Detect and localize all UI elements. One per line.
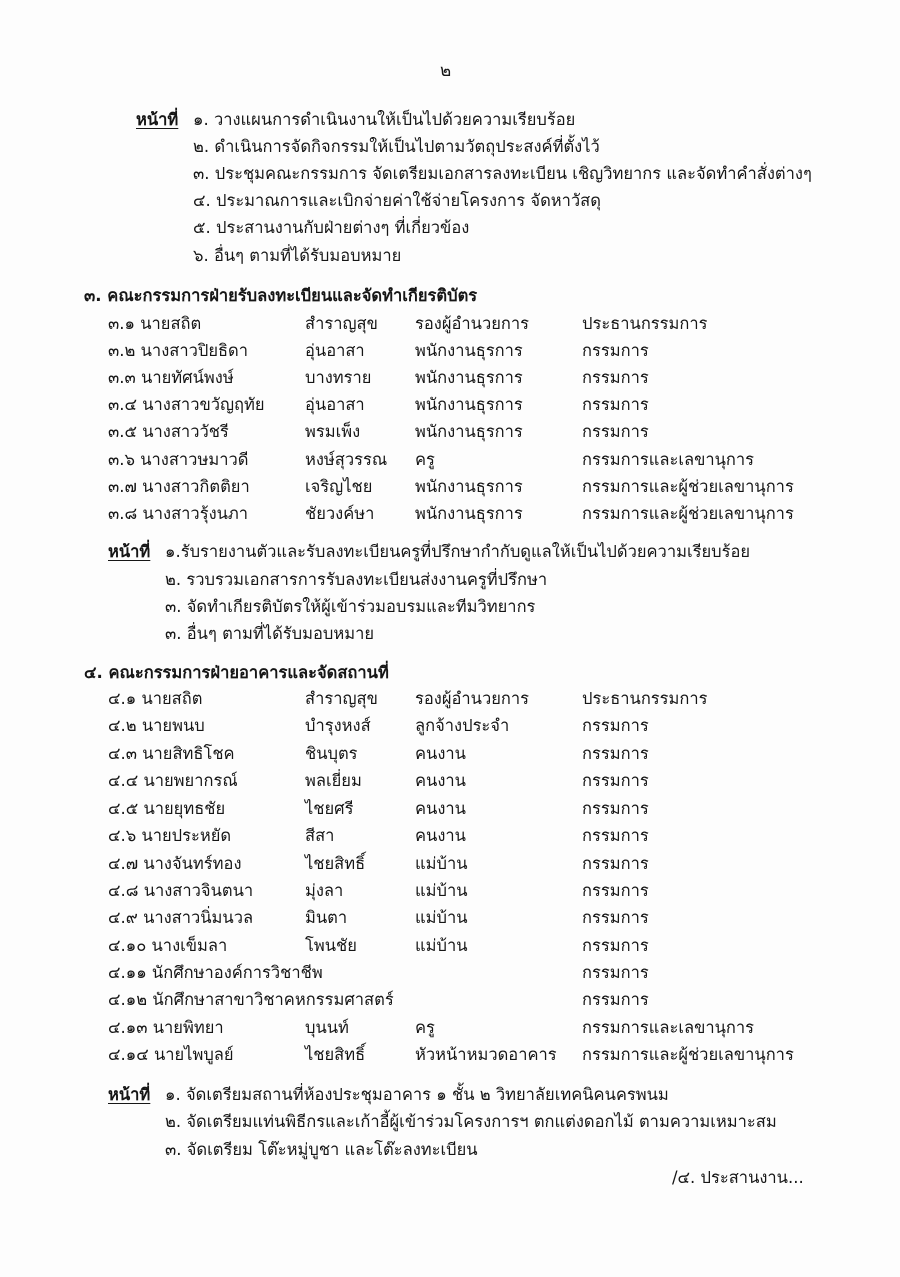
member-name: ๔.๗ นางจันทร์ทอง (108, 854, 242, 873)
member-position: พนักงานธุรการ (415, 368, 523, 387)
member-surname: บำรุงหงส์ (305, 716, 371, 735)
member-surname: เจริญไชย (305, 477, 373, 496)
member-name: ๓.๘ นางสาวรุ้งนภา (108, 504, 249, 523)
sec2-duty-5: ๕. ประสานงานกับฝ่ายต่างๆ ที่เกี่ยวข้อง (193, 218, 470, 237)
member-surname: ไชยสิทธิ์ (305, 1045, 366, 1064)
member-name: ๔.๙ นางสาวนิ่มนวล (108, 908, 254, 927)
member-surname: สำราญสุข (305, 689, 378, 708)
member-role: กรรมการและเลขานุการ (582, 450, 755, 469)
member-position: รองผู้อำนวยการ (415, 314, 530, 333)
member-surname: บุนนท์ (305, 1018, 349, 1037)
member-surname: อุ่นอาสา (305, 341, 365, 360)
member-position: คนงาน (415, 799, 466, 818)
sec2-duty-3: ๓. ประชุมคณะกรรมการ จัดเตรียมเอกสารลงทะเบียน เชิญวิทยากร และจัดทำคำสั่งต่างๆ (193, 164, 812, 183)
member-role: กรรมการ (582, 881, 649, 900)
member-name: ๔.๑ นายสถิต (108, 689, 203, 708)
duty-label-sec3: หน้าที่ (108, 542, 151, 561)
member-role: กรรมการ (582, 854, 649, 873)
duty-label-sec4: หน้าที่ (108, 1085, 151, 1104)
member-surname: ชินบุตร (305, 744, 358, 763)
sec2-duty-2: ๒. ดำเนินการจัดกิจกรรมให้เป็นไปตามวัตถุประสงค์ที่ตั้งไว้ (193, 137, 600, 156)
member-surname: พลเยี่ยม (305, 771, 362, 790)
member-role: กรรมการและผู้ช่วยเลขานุการ (582, 477, 794, 496)
member-surname: ชัยวงค์ษา (305, 504, 375, 523)
member-name: ๔.๑๔ นายไพบูลย์ (108, 1045, 234, 1064)
member-position: พนักงานธุรการ (415, 504, 523, 523)
member-name: ๓.๒ นางสาวปิยธิดา (108, 341, 249, 360)
member-name: ๓.๔ นางสาวขวัญฤทัย (108, 395, 265, 414)
member-name: ๓.๓ นายทัศน์พงษ์ (108, 368, 234, 387)
member-position: พนักงานธุรการ (415, 395, 523, 414)
member-role: กรรมการ (582, 799, 649, 818)
member-name: ๔.๑๑ นักศึกษาองค์การวิชาชีพ (108, 963, 323, 982)
sec3-duty-1: ๑.รับรายงานตัวและรับลงทะเบียนครูที่ปรึกษากำกับดูแลให้เป็นไปด้วยความเรียบร้อย (165, 542, 751, 561)
member-role: กรรมการและเลขานุการ (582, 1018, 755, 1037)
member-name: ๔.๖ นายประหยัด (108, 826, 232, 845)
continuation-note: /๔. ประสานงาน... (672, 1168, 804, 1187)
sec2-duty-1: ๑. วางแผนการดำเนินงานให้เป็นไปด้วยความเรียบร้อย (193, 110, 576, 129)
sec2-duty-4: ๔. ประมาณการและเบิกจ่ายค่าใช้จ่ายโครงการ จัดหาวัสดุ (193, 191, 601, 210)
member-position: ครู (415, 1018, 435, 1037)
member-surname: โพนชัย (305, 936, 357, 955)
member-role: ประธานกรรมการ (582, 689, 708, 708)
member-position: ครู (415, 450, 435, 469)
sec3-duty-2: ๒. รวบรวมเอกสารการรับลงทะเบียนส่งงานครูที่ปรึกษา (165, 570, 548, 589)
member-position: หัวหน้าหมวดอาคาร (415, 1045, 557, 1064)
member-surname: สีสา (305, 826, 335, 845)
member-name: ๔.๑๓ นายพิทยา (108, 1018, 224, 1037)
duty-label-sec2: หน้าที่ (136, 110, 179, 129)
member-role: กรรมการ (582, 341, 649, 360)
member-role: ประธานกรรมการ (582, 314, 708, 333)
member-role: กรรมการ (582, 936, 649, 955)
sec3-title: ๓. คณะกรรมการฝ่ายรับลงทะเบียนและจัดทำเกียรติบัตร (84, 286, 478, 305)
sec4-title: ๔. คณะกรรมการฝ่ายอาคารและจัดสถานที่ (84, 663, 389, 682)
sec3-duty-4: ๓. อื่นๆ ตามที่ได้รับมอบหมาย (165, 624, 375, 643)
member-name: ๓.๕ นางสาววัชรี (108, 422, 229, 441)
member-position: แม่บ้าน (415, 854, 468, 873)
member-surname: บางทราย (305, 368, 372, 387)
member-name: ๔.๑๐ นางเข็มลา (108, 936, 228, 955)
member-name: ๓.๗ นางสาวกิตติยา (108, 477, 250, 496)
member-position: คนงาน (415, 744, 466, 763)
member-surname: อุ่นอาสา (305, 395, 365, 414)
member-position: แม่บ้าน (415, 936, 468, 955)
member-role: กรรมการ (582, 716, 649, 735)
sec4-duty-1: ๑. จัดเตรียมสถานที่ห้องประชุมอาคาร ๑ ชั้น ๒ วิทยาลัยเทคนิคนครพนม (165, 1085, 669, 1104)
member-name: ๔.๒ นายพนบ (108, 716, 205, 735)
member-surname: ไชยศรี (305, 799, 354, 818)
member-position: พนักงานธุรการ (415, 341, 523, 360)
member-role: กรรมการ (582, 422, 649, 441)
member-surname: มินตา (305, 908, 348, 927)
page-number: ๒ (440, 61, 452, 81)
member-position: แม่บ้าน (415, 908, 468, 927)
member-role: กรรมการ (582, 744, 649, 763)
member-surname: สำราญสุข (305, 314, 378, 333)
member-name: ๔.๑๒ นักศึกษาสาขาวิชาคหกรรมศาสตร์ (108, 990, 394, 1009)
member-name: ๔.๔ นายพยากรณ์ (108, 771, 238, 790)
member-name: ๓.๑ นายสถิต (108, 314, 202, 333)
member-name: ๔.๘ นางสาวจินตนา (108, 881, 254, 900)
member-name: ๔.๕ นายยุทธชัย (108, 799, 226, 818)
sec3-duty-3: ๓. จัดทำเกียรติบัตรให้ผู้เข้าร่วมอบรมและทีมวิทยากร (165, 597, 536, 616)
member-role: กรรมการ (582, 963, 649, 982)
sec2-duty-6: ๖. อื่นๆ ตามที่ได้รับมอบหมาย (193, 246, 402, 265)
sec4-duty-2: ๒. จัดเตรียมแท่นพิธีกรและเก้าอี้ผู้เข้าร่วมโครงการฯ ตกแต่งดอกไม้ ตามความเหมาะสม (165, 1112, 777, 1131)
member-position: แม่บ้าน (415, 881, 468, 900)
member-role: กรรมการ (582, 990, 649, 1009)
member-position: พนักงานธุรการ (415, 477, 523, 496)
member-role: กรรมการ (582, 771, 649, 790)
member-surname: พรมเพ็ง (305, 422, 361, 441)
member-surname: หงษ์สุวรรณ (305, 450, 388, 469)
member-role: กรรมการ (582, 395, 649, 414)
member-role: กรรมการ (582, 368, 649, 387)
member-position: คนงาน (415, 771, 466, 790)
member-role: กรรมการและผู้ช่วยเลขานุการ (582, 504, 794, 523)
member-role: กรรมการ (582, 908, 649, 927)
sec4-duty-3: ๓. จัดเตรียม โต๊ะหมู่บูชา และโต๊ะลงทะเบียน (165, 1140, 478, 1159)
member-surname: ไชยสิทธิ์ (305, 854, 366, 873)
member-surname: มุ่งลา (305, 881, 344, 900)
member-position: ลูกจ้างประจำ (415, 716, 510, 735)
member-position: พนักงานธุรการ (415, 422, 523, 441)
member-position: คนงาน (415, 826, 466, 845)
member-role: กรรมการ (582, 826, 649, 845)
member-role: กรรมการและผู้ช่วยเลขานุการ (582, 1045, 794, 1064)
member-name: ๓.๖ นางสาวษมาวดี (108, 450, 249, 469)
member-name: ๔.๓ นายสิทธิโชค (108, 744, 235, 763)
member-position: รองผู้อำนวยการ (415, 689, 530, 708)
